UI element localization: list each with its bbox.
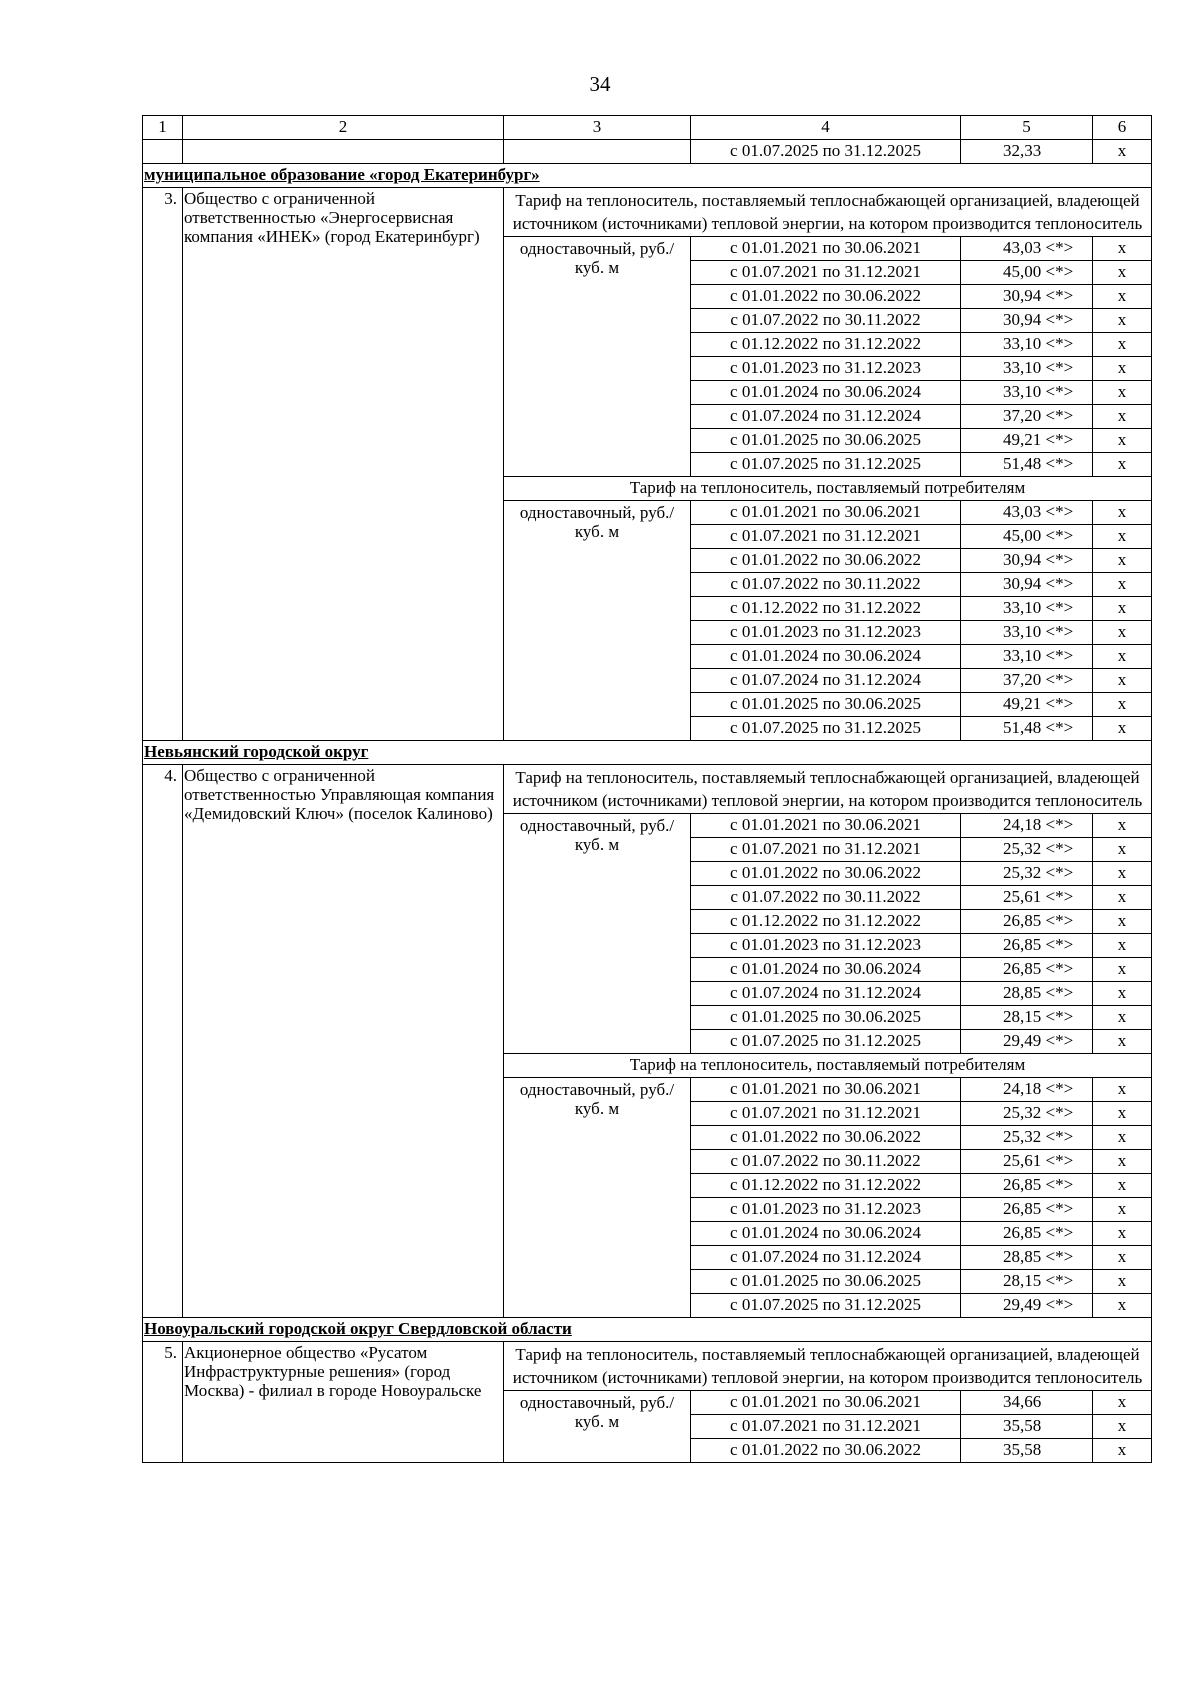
tariff-value-cell: 43,03 <*>	[961, 501, 1093, 525]
tariff-description-row	[143, 765, 1152, 814]
period-cell: с 01.07.2025 по 31.12.2025	[691, 1030, 961, 1054]
period-cell: с 01.01.2022 по 30.06.2022	[691, 862, 961, 886]
tariff-type-cell: одноставочный, руб./куб. м	[504, 1078, 691, 1318]
tariff-value-cell: 25,61 <*>	[961, 1150, 1093, 1174]
period-cell: с 01.01.2021 по 30.06.2021	[691, 237, 961, 261]
col6-cell: х	[1093, 140, 1152, 164]
tariff-value-cell: 24,18 <*>	[961, 814, 1093, 838]
col6-cell: х	[1093, 838, 1152, 862]
period-cell: с 01.01.2023 по 31.12.2023	[691, 357, 961, 381]
col6-cell: х	[1093, 958, 1152, 982]
col6-cell: х	[1093, 261, 1152, 285]
tariff-value-cell: 25,32 <*>	[961, 1102, 1093, 1126]
period-cell: с 01.01.2021 по 30.06.2021	[691, 1391, 961, 1415]
tariff-value-cell: 51,48 <*>	[961, 717, 1093, 741]
col6-cell: х	[1093, 1126, 1152, 1150]
period-cell: с 01.12.2022 по 31.12.2022	[691, 1174, 961, 1198]
tariff-value-cell: 35,58	[961, 1439, 1093, 1463]
col6-cell: х	[1093, 621, 1152, 645]
tariff-value-cell: 24,18 <*>	[961, 1078, 1093, 1102]
section-title: муниципальное образование «город Екатеринбург»	[143, 164, 1152, 188]
tariff-value-cell: 51,48 <*>	[961, 453, 1093, 477]
col6-cell: х	[1093, 381, 1152, 405]
org-number: 5.	[143, 1342, 183, 1463]
period-cell: с 01.01.2024 по 30.06.2024	[691, 1222, 961, 1246]
period-cell: с 01.01.2025 по 30.06.2025	[691, 1006, 961, 1030]
col6-cell: х	[1093, 1150, 1152, 1174]
tariff-value-cell: 28,85 <*>	[961, 982, 1093, 1006]
col6-cell: х	[1093, 1078, 1152, 1102]
section-title: Новоуральский городской округ Свердловской области	[143, 1318, 1152, 1342]
col6-cell: х	[1093, 1391, 1152, 1415]
period-cell: с 01.01.2025 по 30.06.2025	[691, 429, 961, 453]
tariff-value-cell: 43,03 <*>	[961, 237, 1093, 261]
tariff-value-cell: 33,10 <*>	[961, 621, 1093, 645]
period-cell: с 01.07.2021 по 31.12.2021	[691, 525, 961, 549]
period-cell: с 01.07.2021 по 31.12.2021	[691, 1102, 961, 1126]
tariff-value-cell: 30,94 <*>	[961, 309, 1093, 333]
tariff-value-cell: 29,49 <*>	[961, 1030, 1093, 1054]
tariff-type-cell: одноставочный, руб./куб. м	[504, 501, 691, 741]
col6-cell: х	[1093, 1270, 1152, 1294]
tariff-value-cell: 26,85 <*>	[961, 934, 1093, 958]
period-cell: с 01.01.2022 по 30.06.2022	[691, 1439, 961, 1463]
empty-cell	[183, 140, 504, 164]
tariff-value-cell: 28,85 <*>	[961, 1246, 1093, 1270]
tariff-value-cell: 26,85 <*>	[961, 1222, 1093, 1246]
tariff-description-row	[143, 188, 1152, 237]
org-number: 4.	[143, 765, 183, 1318]
tariff-value-cell: 33,10 <*>	[961, 381, 1093, 405]
col6-cell: х	[1093, 453, 1152, 477]
period-cell: с 01.07.2022 по 30.11.2022	[691, 573, 961, 597]
org-name: Общество с ограниченной ответственностью Управляющая компания «Демидовский Ключ» (поселок Калиново)	[183, 765, 504, 1318]
col6-cell: х	[1093, 1102, 1152, 1126]
col6-cell: х	[1093, 910, 1152, 934]
tariff-value-cell: 30,94 <*>	[961, 285, 1093, 309]
empty-cell	[504, 140, 691, 164]
col6-cell: х	[1093, 886, 1152, 910]
col6-cell: х	[1093, 309, 1152, 333]
period-cell: с 01.07.2025 по 31.12.2025	[691, 717, 961, 741]
tariff-value-cell: 30,94 <*>	[961, 573, 1093, 597]
col6-cell: х	[1093, 645, 1152, 669]
tariff-value-cell: 25,32 <*>	[961, 1126, 1093, 1150]
section-heading-row	[143, 164, 1152, 188]
period-cell: с 01.07.2024 по 31.12.2024	[691, 1246, 961, 1270]
col6-cell: х	[1093, 717, 1152, 741]
tariff-type-cell: одноставочный, руб./куб. м	[504, 814, 691, 1054]
period-cell: с 01.01.2022 по 30.06.2022	[691, 285, 961, 309]
col6-cell: х	[1093, 525, 1152, 549]
period-cell: с 01.07.2025 по 31.12.2025	[691, 1294, 961, 1318]
header-cell: 6	[1093, 116, 1152, 140]
tariff-value-cell: 30,94 <*>	[961, 549, 1093, 573]
period-cell: с 01.01.2022 по 30.06.2022	[691, 549, 961, 573]
period-cell: с 01.07.2021 по 31.12.2021	[691, 261, 961, 285]
col6-cell: х	[1093, 357, 1152, 381]
tariff-description: Тариф на теплоноситель, поставляемый потребителям	[504, 1054, 1152, 1078]
col6-cell: х	[1093, 573, 1152, 597]
tariff-value-cell: 25,32 <*>	[961, 838, 1093, 862]
col6-cell: х	[1093, 237, 1152, 261]
tariff-value-cell: 37,20 <*>	[961, 669, 1093, 693]
header-cell: 2	[183, 116, 504, 140]
header-cell: 1	[143, 116, 183, 140]
tariff-value-cell: 26,85 <*>	[961, 958, 1093, 982]
col6-cell: х	[1093, 1174, 1152, 1198]
period-cell: с 01.07.2024 по 31.12.2024	[691, 982, 961, 1006]
col6-cell: х	[1093, 1198, 1152, 1222]
tariff-table	[142, 115, 1152, 1463]
period-cell: с 01.01.2025 по 30.06.2025	[691, 1270, 961, 1294]
tariff-value-cell: 45,00 <*>	[961, 525, 1093, 549]
period-cell: с 01.01.2024 по 30.06.2024	[691, 645, 961, 669]
col6-cell: х	[1093, 1222, 1152, 1246]
tariff-value-cell: 34,66	[961, 1391, 1093, 1415]
col6-cell: х	[1093, 982, 1152, 1006]
period-cell: с 01.07.2025 по 31.12.2025	[691, 140, 961, 164]
tariff-value-cell: 37,20 <*>	[961, 405, 1093, 429]
tariff-description: Тариф на теплоноситель, поставляемый теплоснабжающей организацией, владеющей источником (источниками) тепловой энергии, на котором производится теплоноситель	[504, 188, 1152, 237]
org-name: Общество с ограниченной ответственностью «Энергосервисная компания «ИНЕК» (город Екатеринбург)	[183, 188, 504, 741]
period-cell: с 01.01.2024 по 30.06.2024	[691, 958, 961, 982]
org-name: Акционерное общество «Русатом Инфраструктурные решения» (город Москва) - филиал в городе Новоуральске	[183, 1342, 504, 1463]
period-cell: с 01.01.2021 по 30.06.2021	[691, 501, 961, 525]
tariff-value-cell: 33,10 <*>	[961, 645, 1093, 669]
tariff-value-cell: 26,85 <*>	[961, 1174, 1093, 1198]
period-cell: с 01.01.2022 по 30.06.2022	[691, 1126, 961, 1150]
period-cell: с 01.01.2023 по 31.12.2023	[691, 934, 961, 958]
period-cell: с 01.07.2025 по 31.12.2025	[691, 453, 961, 477]
period-cell: с 01.07.2024 по 31.12.2024	[691, 405, 961, 429]
col6-cell: х	[1093, 934, 1152, 958]
section-heading-row	[143, 1318, 1152, 1342]
col6-cell: х	[1093, 285, 1152, 309]
col6-cell: х	[1093, 693, 1152, 717]
col6-cell: х	[1093, 429, 1152, 453]
period-cell: с 01.07.2021 по 31.12.2021	[691, 1415, 961, 1439]
period-cell: с 01.01.2021 по 30.06.2021	[691, 1078, 961, 1102]
header-cell: 3	[504, 116, 691, 140]
period-cell: с 01.12.2022 по 31.12.2022	[691, 910, 961, 934]
period-cell: с 01.01.2023 по 31.12.2023	[691, 621, 961, 645]
tariff-description: Тариф на теплоноситель, поставляемый теплоснабжающей организацией, владеющей источником (источниками) тепловой энергии, на котором производится теплоноситель	[504, 1342, 1152, 1391]
tariff-value-cell: 26,85 <*>	[961, 1198, 1093, 1222]
col6-cell: х	[1093, 1030, 1152, 1054]
tariff-value-cell: 28,15 <*>	[961, 1270, 1093, 1294]
tariff-value-cell: 28,15 <*>	[961, 1006, 1093, 1030]
page-number: 34	[589, 72, 611, 96]
tariff-value-cell: 49,21 <*>	[961, 693, 1093, 717]
col6-cell: х	[1093, 814, 1152, 838]
tariff-value-cell: 35,58	[961, 1415, 1093, 1439]
tariff-value-cell: 49,21 <*>	[961, 429, 1093, 453]
period-cell: с 01.01.2024 по 30.06.2024	[691, 381, 961, 405]
period-cell: с 01.07.2024 по 31.12.2024	[691, 669, 961, 693]
col6-cell: х	[1093, 1415, 1152, 1439]
col6-cell: х	[1093, 669, 1152, 693]
tariff-description: Тариф на теплоноситель, поставляемый теплоснабжающей организацией, владеющей источником (источниками) тепловой энергии, на котором производится теплоноситель	[504, 765, 1152, 814]
period-cell: с 01.01.2025 по 30.06.2025	[691, 693, 961, 717]
col6-cell: х	[1093, 597, 1152, 621]
period-cell: с 01.12.2022 по 31.12.2022	[691, 597, 961, 621]
section-title: Невьянский городской округ	[143, 741, 1152, 765]
col6-cell: х	[1093, 405, 1152, 429]
tariff-description-row	[143, 1342, 1152, 1391]
header-row	[143, 116, 1152, 140]
tariff-value-cell: 33,10 <*>	[961, 357, 1093, 381]
col6-cell: х	[1093, 333, 1152, 357]
tariff-value-cell: 33,10 <*>	[961, 333, 1093, 357]
tariff-value-cell: 29,49 <*>	[961, 1294, 1093, 1318]
table-row	[143, 140, 1152, 164]
org-number: 3.	[143, 188, 183, 741]
col6-cell: х	[1093, 501, 1152, 525]
period-cell: с 01.07.2021 по 31.12.2021	[691, 838, 961, 862]
tariff-type-cell: одноставочный, руб./куб. м	[504, 1391, 691, 1463]
tariff-value-cell: 33,10 <*>	[961, 597, 1093, 621]
period-cell: с 01.07.2022 по 30.11.2022	[691, 309, 961, 333]
empty-cell	[143, 140, 183, 164]
header-cell: 4	[691, 116, 961, 140]
tariff-value-cell: 25,32 <*>	[961, 862, 1093, 886]
header-cell: 5	[961, 116, 1093, 140]
period-cell: с 01.12.2022 по 31.12.2022	[691, 333, 961, 357]
col6-cell: х	[1093, 862, 1152, 886]
col6-cell: х	[1093, 1294, 1152, 1318]
tariff-value-cell: 26,85 <*>	[961, 910, 1093, 934]
col6-cell: х	[1093, 1246, 1152, 1270]
period-cell: с 01.01.2023 по 31.12.2023	[691, 1198, 961, 1222]
period-cell: с 01.07.2022 по 30.11.2022	[691, 886, 961, 910]
period-cell: с 01.01.2021 по 30.06.2021	[691, 814, 961, 838]
period-cell: с 01.07.2022 по 30.11.2022	[691, 1150, 961, 1174]
col6-cell: х	[1093, 1006, 1152, 1030]
tariff-value-cell: 32,33	[961, 140, 1093, 164]
tariff-value-cell: 25,61 <*>	[961, 886, 1093, 910]
col6-cell: х	[1093, 549, 1152, 573]
tariff-description: Тариф на теплоноситель, поставляемый потребителям	[504, 477, 1152, 501]
col6-cell: х	[1093, 1439, 1152, 1463]
tariff-type-cell: одноставочный, руб./куб. м	[504, 237, 691, 477]
tariff-value-cell: 45,00 <*>	[961, 261, 1093, 285]
section-heading-row	[143, 741, 1152, 765]
